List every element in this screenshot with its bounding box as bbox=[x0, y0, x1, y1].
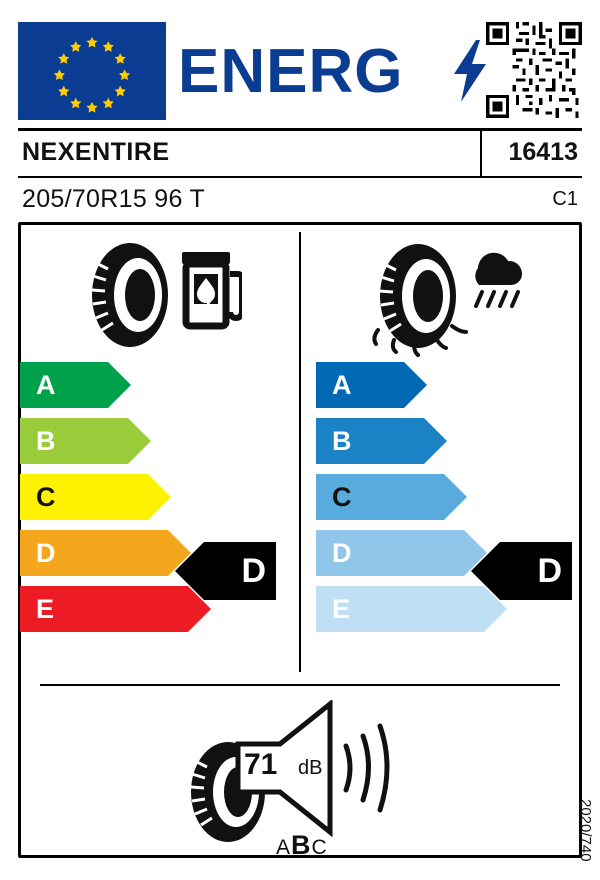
tyre-icon bbox=[92, 243, 168, 347]
noise-class-c: C bbox=[311, 836, 328, 859]
brand-name: NEXENTIRE bbox=[22, 138, 170, 166]
wet-grade-label: D bbox=[332, 537, 352, 568]
label-header bbox=[18, 22, 582, 120]
wet-grade-c bbox=[316, 474, 444, 520]
tyre-class: C1 bbox=[552, 188, 578, 210]
column-divider bbox=[299, 232, 301, 672]
noise-class bbox=[276, 830, 328, 861]
fuel-grade-c bbox=[20, 474, 148, 520]
fuel-grade-label: D bbox=[36, 537, 56, 568]
wet-grip-pictogram bbox=[370, 238, 530, 358]
regulation-number: 2020/740 bbox=[577, 799, 594, 862]
fuel-grade-row bbox=[20, 418, 188, 464]
wet-grade-d bbox=[316, 530, 464, 576]
wet-grade-row bbox=[316, 362, 484, 408]
lightning-bolt-icon bbox=[452, 40, 488, 102]
fuel-efficiency-pictogram bbox=[82, 238, 242, 348]
grade-arrow-icon bbox=[444, 474, 467, 520]
code-divider bbox=[480, 128, 482, 178]
grade-arrow-icon bbox=[148, 474, 171, 520]
fuel-pump-icon bbox=[182, 252, 242, 326]
brand-divider bbox=[18, 176, 582, 178]
grade-arrow-icon bbox=[424, 418, 447, 464]
fuel-grade-row bbox=[20, 474, 188, 520]
sound-waves-icon bbox=[346, 726, 387, 810]
fuel-grade-row bbox=[20, 586, 188, 632]
wet-grade-row bbox=[316, 586, 484, 632]
noise-divider bbox=[40, 684, 560, 686]
wet-grip-grade-scale bbox=[316, 362, 484, 642]
wet-grade-row bbox=[316, 530, 484, 576]
wet-grade-label: C bbox=[332, 481, 352, 512]
page-title: ENERG bbox=[178, 36, 404, 106]
noise-class-a: A bbox=[276, 836, 292, 859]
fuel-grade-a bbox=[20, 362, 108, 408]
label-code: 16413 bbox=[508, 138, 578, 166]
wet-grade-a bbox=[316, 362, 404, 408]
header-divider bbox=[18, 128, 582, 131]
fuel-grade-row bbox=[20, 530, 188, 576]
eu-stars-icon bbox=[19, 23, 165, 120]
fuel-grade-label: B bbox=[36, 425, 56, 456]
fuel-grade-b bbox=[20, 418, 128, 464]
fuel-grade-label: C bbox=[36, 481, 56, 512]
wet-grade-b bbox=[316, 418, 424, 464]
eu-flag-icon bbox=[18, 22, 166, 120]
fuel-grade-row bbox=[20, 362, 188, 408]
fuel-grade-e bbox=[20, 586, 188, 632]
fuel-grade-scale bbox=[20, 362, 188, 642]
wet-grip-rating-pointer bbox=[500, 542, 572, 600]
qr-code-icon bbox=[486, 22, 582, 118]
grade-arrow-icon bbox=[404, 362, 427, 408]
noise-value: 71 bbox=[244, 748, 278, 781]
fuel-grade-d bbox=[20, 530, 168, 576]
noise-unit: dB bbox=[298, 757, 323, 779]
fuel-rating-pointer bbox=[204, 542, 276, 600]
fuel-rating-value: D bbox=[241, 551, 266, 590]
fuel-grade-label: A bbox=[36, 369, 56, 400]
wet-grade-label: E bbox=[332, 593, 351, 624]
grade-arrow-icon bbox=[108, 362, 131, 408]
wet-grade-row bbox=[316, 418, 484, 464]
grade-arrow-icon bbox=[128, 418, 151, 464]
tyre-splash-icon bbox=[374, 244, 466, 355]
wet-grade-e bbox=[316, 586, 484, 632]
rain-cloud-icon bbox=[475, 253, 522, 306]
wet-grade-label: B bbox=[332, 425, 352, 456]
wet-grade-label: A bbox=[332, 369, 352, 400]
wet-grade-row bbox=[316, 474, 484, 520]
noise-class-selected: B bbox=[291, 830, 312, 860]
fuel-grade-label: E bbox=[36, 593, 55, 624]
wet-rating-value: D bbox=[537, 551, 562, 590]
tyre-size: 205/70R15 96 T bbox=[22, 185, 206, 213]
